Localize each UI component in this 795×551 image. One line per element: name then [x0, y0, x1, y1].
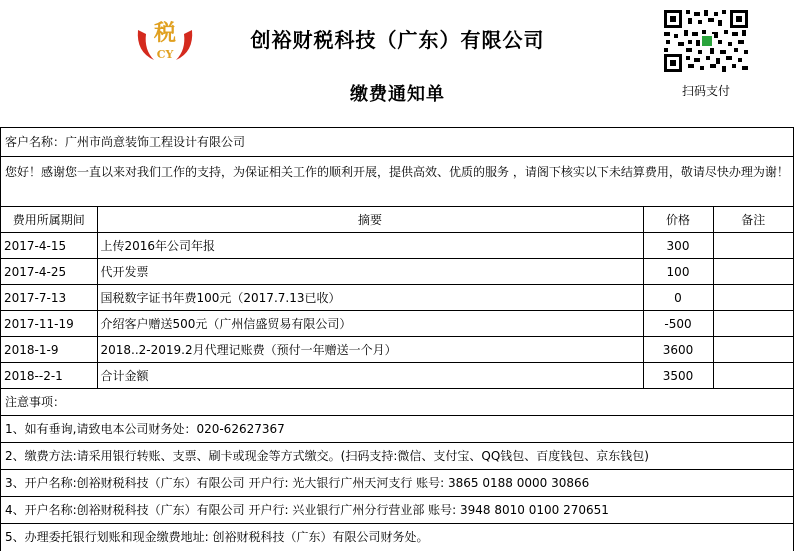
table-row [1, 259, 793, 285]
cell-remark [713, 233, 793, 259]
wechat-badge [702, 36, 712, 46]
logo-text: CY [156, 48, 174, 61]
table-header-row [1, 207, 793, 233]
cell-period: 2018-1-9 [1, 337, 97, 363]
qr-code-icon [662, 8, 750, 74]
cell-price: 3500 [643, 363, 713, 389]
customer-name: 广州市尚意装饰工程设计有限公司 [65, 135, 246, 149]
cell-summary: 国税数字证书年费100元（2017.7.13已收） [97, 285, 643, 311]
customer-row [1, 128, 793, 157]
cell-remark [713, 311, 793, 337]
header-price: 价格 [643, 207, 713, 233]
table-row [1, 285, 793, 311]
cell-period: 2017-11-19 [1, 311, 97, 337]
cell-period: 2018--2-1 [1, 363, 97, 389]
fee-table [1, 207, 793, 389]
company-title: 创裕财税科技（广东）有限公司 [250, 28, 545, 52]
table-row-total [1, 363, 793, 389]
header-remark: 备注 [713, 207, 793, 233]
cell-summary: 2018..2-2019.2月代理记账费（预付一年赠送一个月） [97, 337, 643, 363]
header [0, 0, 795, 127]
header-period: 费用所属期间 [1, 207, 97, 233]
table-row [1, 337, 793, 363]
note-item: 3、开户名称:创裕财税科技（广东）有限公司 开户行: 光大银行广州天河支行 账号: 3865 0188 0000 30866 [1, 470, 793, 497]
greeting-text: 您好！感谢您一直以来对我们工作的支持，为保证相关工作的顺利开展，提供高效、优质的服务 ，请阁下核实以下未结算费用，敬请尽快办理为谢！ [1, 157, 793, 207]
cell-summary: 介绍客户赠送500元（广州信盛贸易有限公司） [97, 311, 643, 337]
cell-price: 100 [643, 259, 713, 285]
cell-remark [713, 285, 793, 311]
cell-price: -500 [643, 311, 713, 337]
cell-price: 3600 [643, 337, 713, 363]
cell-summary: 代开发票 [97, 259, 643, 285]
note-item: 2、缴费方法:请采用银行转账、支票、刷卡或现金等方式缴交。(扫码支持:微信、支付宝、QQ钱包、百度钱包、京东钱包) [1, 443, 793, 470]
cell-remark [713, 337, 793, 363]
cell-price: 300 [643, 233, 713, 259]
note-item: 4、开户名称:创裕财税科技（广东）有限公司 开户行: 兴业银行广州分行营业部 账号: 3948 8010 0100 270651 [1, 497, 793, 524]
cell-remark [713, 363, 793, 389]
cell-summary: 上传2016年公司年报 [97, 233, 643, 259]
logo-glyph: 税 [153, 21, 177, 46]
table-row [1, 233, 793, 259]
cell-remark [713, 259, 793, 285]
note-item: 1、如有垂询,请致电本公司财务处：020-62627367 [1, 416, 793, 443]
cell-price: 0 [643, 285, 713, 311]
cell-period: 2017-4-25 [1, 259, 97, 285]
document-title: 缴费通知单 [350, 84, 445, 105]
notes-title: 注意事项： [1, 389, 793, 416]
cell-period: 2017-7-13 [1, 285, 97, 311]
cell-period: 2017-4-15 [1, 233, 97, 259]
note-item: 5、办理委托银行划账和现金缴费地址: 创裕财税科技（广东）有限公司财务处。 [5, 530, 429, 544]
table-row [1, 311, 793, 337]
cell-summary: 合计金额 [97, 363, 643, 389]
header-summary: 摘要 [97, 207, 643, 233]
notice-form [0, 127, 794, 551]
qr-label: 扫码支付 [681, 84, 730, 98]
customer-label: 客户名称： [5, 135, 66, 149]
